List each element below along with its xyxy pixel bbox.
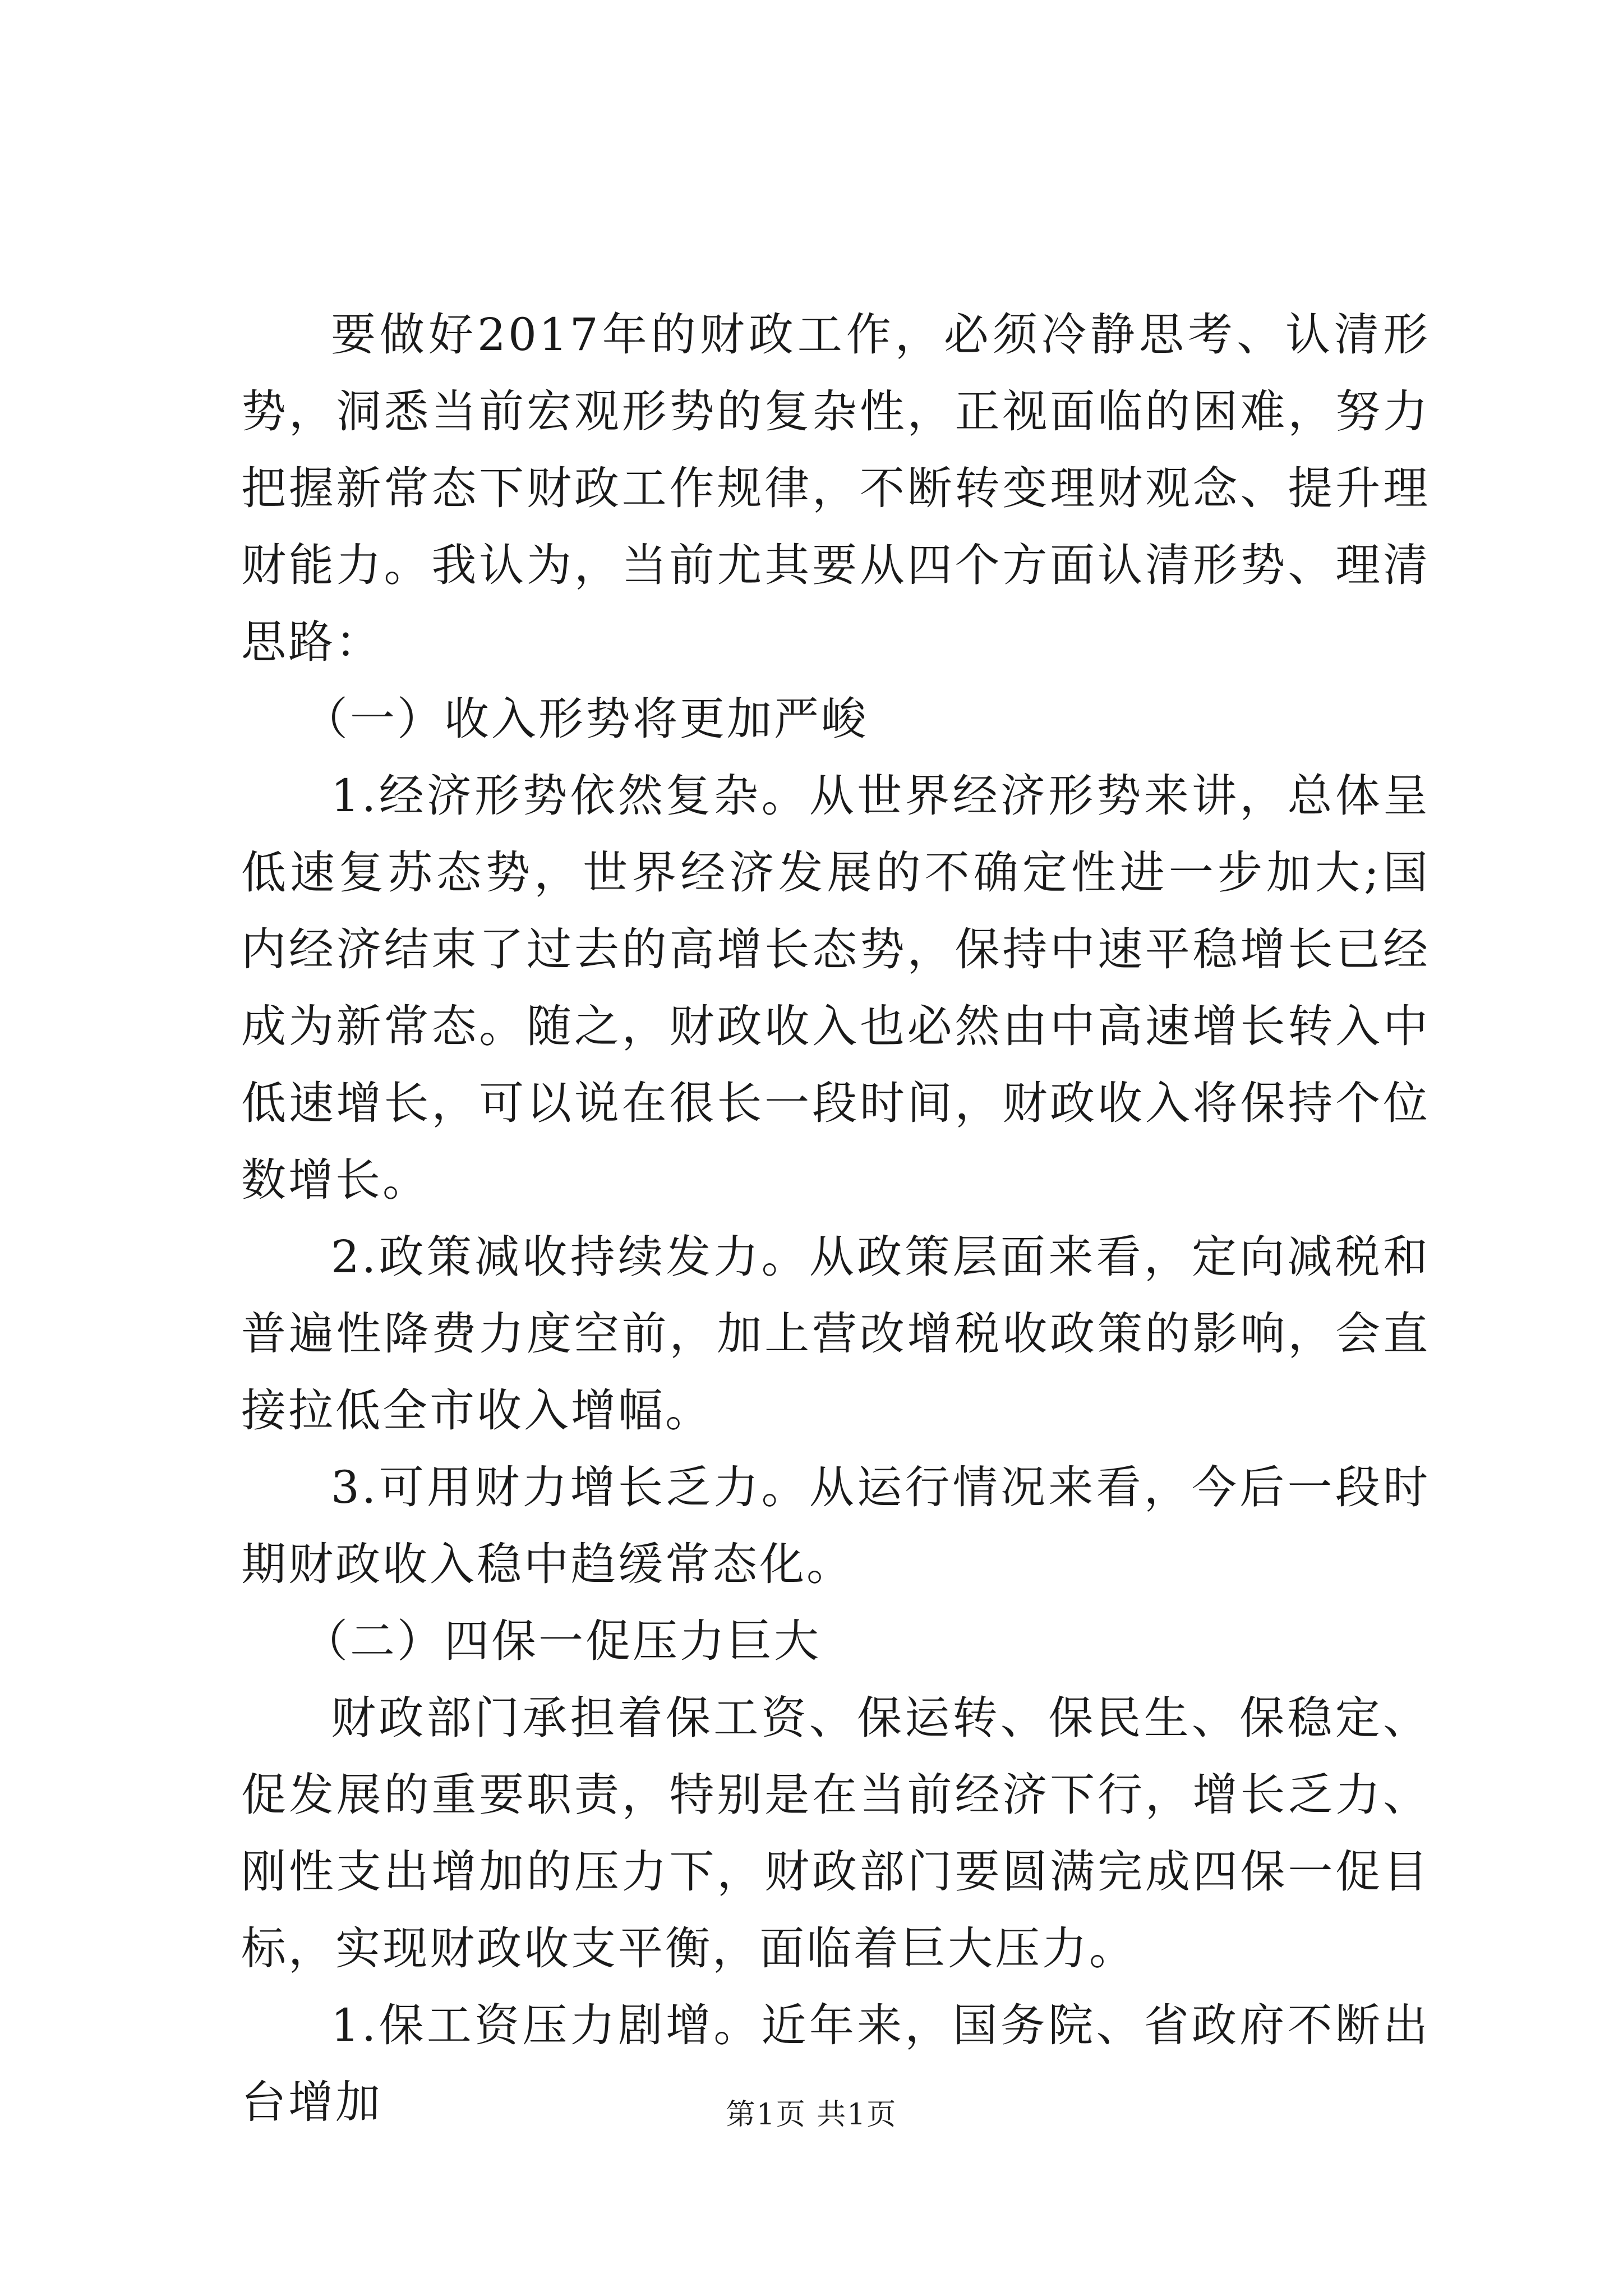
document-body	[241, 296, 1430, 2141]
body-paragraph: 1.保工资压力剧增。近年来，国务院、省政府不断出台增加	[241, 1999, 1430, 2128]
body-paragraph: 2.政策减收持续发力。从政策层面来看，定向减税和普遍性降费力度空前，加上营改增税收政策的影响，会直接拉低全市收入增幅。	[241, 1231, 1430, 1437]
body-paragraph: 财政部门承担着保工资、保运转、保民生、保稳定、促发展的重要职责，特别是在当前经济下行，增长乏力、刚性支出增加的压力下，财政部门要圆满完成四保一促目标，实现财政收支平衡，面临着巨大压力。	[241, 1692, 1430, 1975]
section-heading: （一）收入形势将更加严峻	[303, 693, 868, 745]
section-heading: （二）四保一促压力巨大	[303, 1615, 821, 1667]
body-paragraph: 1.经济形势依然复杂。从世界经济形势来讲，总体呈低速复苏态势，世界经济发展的不确定性进一步加大;国内经济结束了过去的高增长态势，保持中速平稳增长已经成为新常态。随之，财政收入也必然由中高速增长转入中低速增长，可以说在很长一段时间，财政收入将保持个位数增长。	[241, 770, 1430, 1206]
page-footer: 第1页 共1页	[726, 2098, 897, 2132]
body-paragraph: 3.可用财力增长乏力。从运行情况来看，今后一段时期财政收入稳中趋缓常态化。	[241, 1461, 1430, 1590]
body-paragraph: 要做好2017年的财政工作，必须冷静思考、认清形势，洞悉当前宏观形势的复杂性，正视面临的困难，努力把握新常态下财政工作规律，不断转变理财观念、提升理财能力。我认为，当前尤其要从四个方面认清形势、理清思路：	[241, 309, 1430, 668]
